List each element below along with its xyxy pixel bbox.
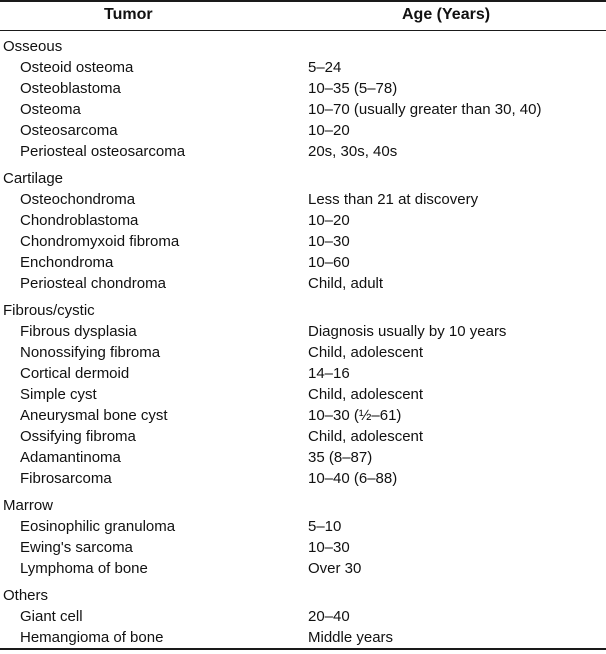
age-range: Child, adolescent xyxy=(308,386,424,403)
table-row xyxy=(0,363,606,384)
table-row xyxy=(0,78,606,99)
table-group xyxy=(0,36,606,162)
tumor-name: Osteoma xyxy=(20,101,81,118)
table-row xyxy=(0,252,606,273)
tumor-name: Enchondroma xyxy=(20,254,114,271)
age-range: 10–30 (½–61) xyxy=(308,407,402,424)
tumor-name: Osteoid osteoma xyxy=(20,59,134,76)
age-range: 10–30 xyxy=(308,539,350,556)
tumor-name: Osteosarcoma xyxy=(20,122,118,139)
category-label: Fibrous/cystic xyxy=(3,302,95,319)
table-group xyxy=(0,495,606,579)
age-range: 35 (8–87) xyxy=(308,449,373,466)
age-range: 10–60 xyxy=(308,254,350,271)
category-label: Marrow xyxy=(3,497,54,514)
tumor-name: Fibrous dysplasia xyxy=(20,323,137,340)
table-row xyxy=(0,120,606,141)
table-row xyxy=(0,189,606,210)
age-range: Child, adolescent xyxy=(308,428,424,445)
tumor-name: Giant cell xyxy=(20,608,83,625)
age-range: 5–10 xyxy=(308,518,342,535)
table-row xyxy=(0,516,606,537)
category-label: Osseous xyxy=(3,38,63,55)
table-group xyxy=(0,168,606,294)
tumor-name: Osteoblastoma xyxy=(20,80,121,97)
tumor-name: Adamantinoma xyxy=(20,449,121,466)
age-range: Middle years xyxy=(308,629,394,646)
table-row xyxy=(0,426,606,447)
table-group xyxy=(0,585,606,648)
table-row xyxy=(0,537,606,558)
age-range: Over 30 xyxy=(308,560,362,577)
table-top-rule xyxy=(0,0,606,2)
tumor-name: Aneurysmal bone cyst xyxy=(20,407,168,424)
age-range: 14–16 xyxy=(308,365,350,382)
table-row xyxy=(0,627,606,648)
table-body xyxy=(0,36,606,654)
category-label: Cartilage xyxy=(3,170,64,187)
tumor-name: Fibrosarcoma xyxy=(20,470,112,487)
age-range: 5–24 xyxy=(308,59,342,76)
table-row xyxy=(0,468,606,489)
tumor-name: Ossifying fibroma xyxy=(20,428,136,445)
table-row xyxy=(0,447,606,468)
column-header-tumor: Tumor xyxy=(104,6,153,23)
table-row xyxy=(0,405,606,426)
age-range: Child, adolescent xyxy=(308,344,424,361)
category-label: Others xyxy=(3,587,49,604)
tumor-name: Lymphoma of bone xyxy=(20,560,148,577)
table-row xyxy=(0,384,606,405)
table-row xyxy=(0,342,606,363)
tumor-name: Simple cyst xyxy=(20,386,97,403)
table-row xyxy=(0,141,606,162)
table-row xyxy=(0,558,606,579)
table-row xyxy=(0,606,606,627)
tumor-name: Cortical dermoid xyxy=(20,365,130,382)
age-range: Less than 21 at discovery xyxy=(308,191,479,208)
table-row xyxy=(0,321,606,342)
header-rule xyxy=(0,30,606,31)
tumor-name: Nonossifying fibroma xyxy=(20,344,161,361)
tumor-name: Periosteal chondroma xyxy=(20,275,166,292)
table-row xyxy=(0,210,606,231)
tumor-name: Chondromyxoid fibroma xyxy=(20,233,180,250)
table-row xyxy=(0,231,606,252)
tumor-name: Eosinophilic granuloma xyxy=(20,518,176,535)
age-range: 20s, 30s, 40s xyxy=(308,143,398,160)
age-range: 10–20 xyxy=(308,212,350,229)
age-range: 10–70 (usually greater than 30, 40) xyxy=(308,101,542,118)
tumor-name: Chondroblastoma xyxy=(20,212,139,229)
tumor-name: Ewing's sarcoma xyxy=(20,539,133,556)
age-range: Child, adult xyxy=(308,275,384,292)
age-range: 10–20 xyxy=(308,122,350,139)
age-range: 20–40 xyxy=(308,608,350,625)
age-range: Diagnosis usually by 10 years xyxy=(308,323,507,340)
column-header-age: Age (Years) xyxy=(402,6,491,23)
age-range: 10–30 xyxy=(308,233,350,250)
tumor-name: Osteochondroma xyxy=(20,191,136,208)
age-range: 10–40 (6–88) xyxy=(308,470,398,487)
tumor-name: Hemangioma of bone xyxy=(20,629,164,646)
age-range: 10–35 (5–78) xyxy=(308,80,398,97)
table-group xyxy=(0,300,606,489)
table-row xyxy=(0,99,606,120)
tumor-name: Periosteal osteosarcoma xyxy=(20,143,186,160)
table-row xyxy=(0,273,606,294)
table-row xyxy=(0,57,606,78)
